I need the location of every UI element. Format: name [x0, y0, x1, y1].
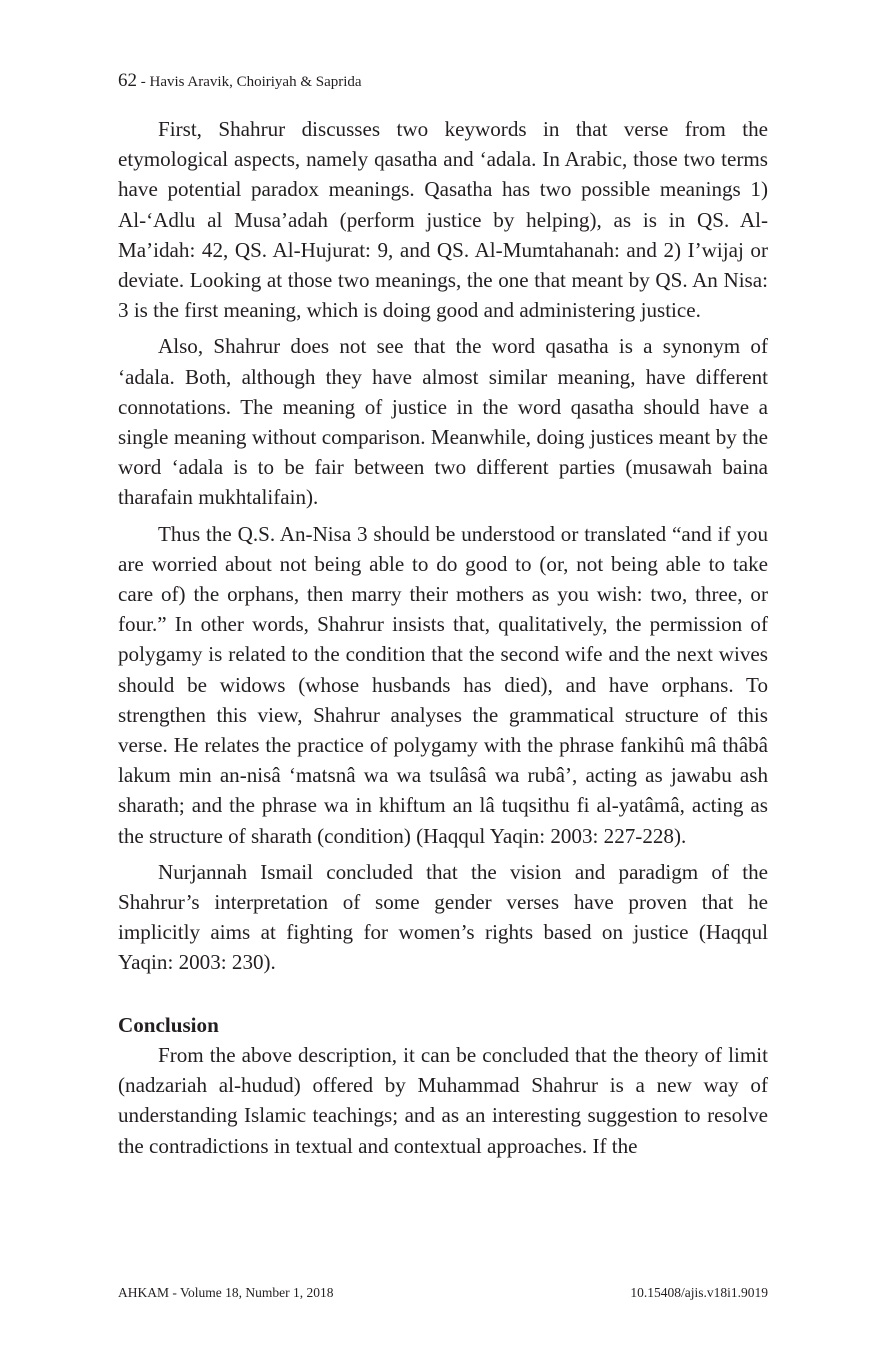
section-heading-conclusion: Conclusion: [118, 1012, 219, 1037]
running-header: [118, 70, 362, 92]
paragraph-translation: Thus the Q.S. An-Nisa 3 should be understood or translated “and if you are worried about not being able to do good to (or, not being able to take care of) the orphans, then marry their mothers as you wish: two, three, or four.” In other words, Shahrur insists that, qualitatively, the permission of polygamy is related to the condition that the second wife and the next wives should be widows (whose husbands has died), and have orphans. To strengthen this view, Shahrur analyses the grammatical structure of this verse. He relates the practice of polygamy with the phrase fankihû mâ thâbâ lakum min an-nisâ ‘matsnâ wa wa tsulâsâ wa rubâ’, acting as jawabu ash sharath; and the phrase wa in khiftum an lâ tuqsithu fi al-yatâmâ, acting as the structure of sharath (condition) (Haqqul Yaqin: 2003: 227-228).: [118, 521, 768, 848]
paragraph-conclusion: From the above description, it can be concluded that the theory of limit (nadzariah al-hudud) offered by Muhammad Shahrur is a new way of understanding Islamic teachings; and as an interesting suggestion to resolve the contradictions in textual and contextual approaches. If the: [118, 1042, 768, 1158]
footer-doi: 10.15408/ajis.v18i1.9019: [630, 1285, 768, 1300]
page-number: 62: [118, 70, 137, 91]
paragraph-nurjannah: Nurjannah Ismail concluded that the vision and paradigm of the Shahrur’s interpretation of some gender verses have proven that he implicitly aims at fighting for women’s rights based on justice (Haqqul Yaqin: 2003: 230).: [118, 859, 768, 975]
footer-journal: AHKAM - Volume 18, Number 1, 2018: [118, 1285, 334, 1300]
paragraph-synonym: Also, Shahrur does not see that the word qasatha is a synonym of ‘adala. Both, although they have almost similar meaning, have different connotations. The meaning of justice in the word qasatha should have a single meaning without comparison. Meanwhile, doing justices meant by the word ‘adala is to be fair between two different parties (musawah baina tharafain mukhtalifain).: [118, 334, 768, 510]
paragraph-etymology: First, Shahrur discusses two keywords in that verse from the etymological aspects, namely qasatha and ‘adala. In Arabic, those two terms have potential paradox meanings. Qasatha has two possible meanings 1) Al-‘Adlu al Musa’adah (perform justice by helping), as is in QS. Al-Ma’idah: 42, QS. Al-Hujurat: 9, and QS. Al-Mumtahanah: and 2) I’wijaj or deviate. Looking at those two meanings, the one that meant by QS. An Nisa: 3 is the first meaning, which is doing good and administering justice.: [118, 117, 768, 323]
body-text: [118, 114, 768, 1167]
running-footer: [118, 1285, 768, 1301]
header-separator: -: [140, 74, 146, 90]
header-authors: Havis Aravik, Choiriyah & Saprida: [149, 74, 362, 90]
